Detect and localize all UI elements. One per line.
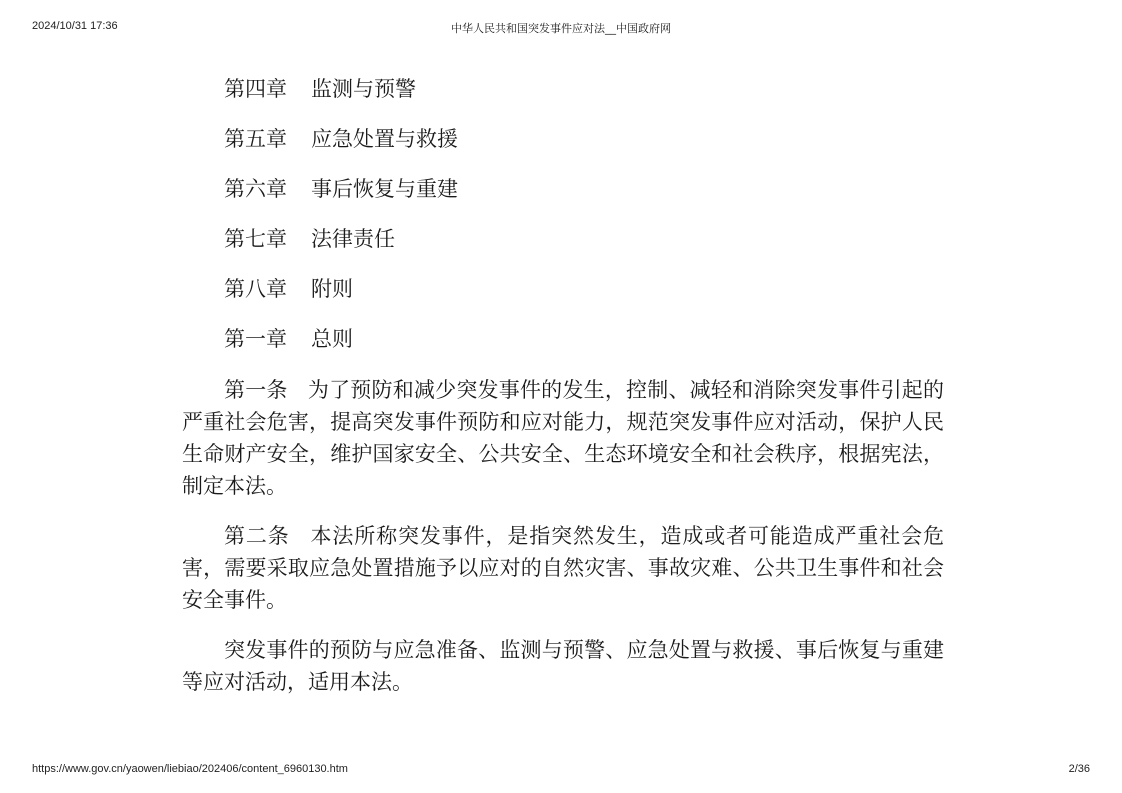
article-paragraph: [182, 374, 944, 502]
print-datetime: 2024/10/31 17:36: [32, 20, 118, 32]
toc-chapter-title: 事后恢复与重建: [311, 177, 458, 201]
chapter-number: 第一章: [224, 327, 287, 351]
chapter-heading: [182, 324, 944, 354]
print-page-title: 中华人民共和国突发事件应对法__中国政府网: [451, 22, 671, 35]
toc-chapter-title: 附则: [311, 277, 353, 301]
article-text: 本法所称突发事件，是指突然发生，造成或者可能造成严重社会危害，需要采取应急处置措施予以应对的自然灾害、事故灾难、公共卫生事件和社会安全事件。: [182, 524, 944, 612]
print-page-number: 2/36: [1068, 763, 1090, 775]
article-text: 为了预防和减少突发事件的发生，控制、减轻和消除突发事件引起的严重社会危害，提高突发事件预防和应对能力，规范突发事件应对活动，保护人民生命财产安全，维护国家安全、公共安全、生态环境安全和社会秩序，根据宪法，制定本法。: [182, 378, 945, 498]
toc-chapter-number: 第八章: [224, 277, 287, 301]
toc-item: [182, 224, 944, 254]
print-source-url: https://www.gov.cn/yaowen/liebiao/202406/content_6960130.htm: [32, 763, 348, 775]
toc-item: [182, 74, 944, 104]
toc-chapter-number: 第七章: [224, 227, 287, 251]
toc-item: [182, 124, 944, 154]
article-number: 第一条: [224, 378, 288, 402]
body-paragraph: 突发事件的预防与应急准备、监测与预警、应急处置与救援、事后恢复与重建等应对活动，适用本法。: [182, 638, 944, 694]
toc-item: [182, 174, 944, 204]
toc-chapter-number: 第六章: [224, 177, 287, 201]
toc-chapter-number: 第四章: [224, 77, 287, 101]
article-number: 第二条: [224, 524, 290, 548]
toc-chapter-number: 第五章: [224, 127, 287, 151]
toc-chapter-title: 法律责任: [311, 227, 395, 251]
article-paragraph: [182, 520, 944, 616]
document-body: [182, 74, 944, 716]
toc-chapter-title: 监测与预警: [311, 77, 416, 101]
chapter-title: 总则: [311, 327, 353, 351]
toc-chapter-title: 应急处置与救援: [311, 127, 458, 151]
toc-item: [182, 274, 944, 304]
